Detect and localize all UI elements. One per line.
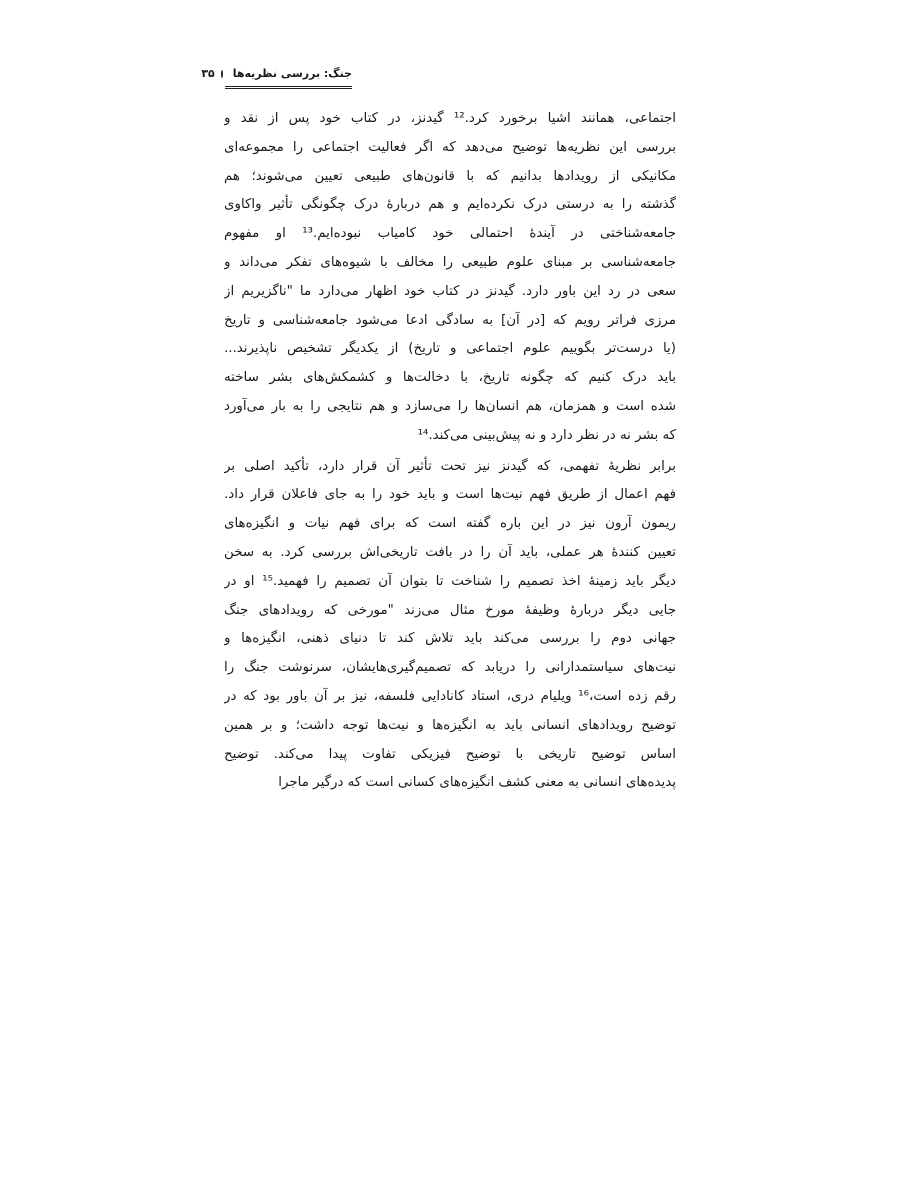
text-line: رقم زده است،¹⁶ ویلیام دری، استاد کانادایی فلسفه، نیز بر آن باور بود که در <box>224 688 676 704</box>
text-line: مرزی فراتر رویم که [در آن] به سادگی ادعا می‌شود جامعه‌شناسی و تاریخ <box>224 312 676 328</box>
header-title: جنگ: بررسی نظریه‌ها <box>232 67 352 80</box>
header-circle-icon <box>221 70 223 78</box>
text-line: اجتماعی، همانند اشیا برخورد کرد.¹² گیدنز، در کتاب خود پس از نقد و <box>224 111 676 126</box>
paragraph <box>224 453 676 799</box>
body-text <box>224 105 676 798</box>
text-line: ریمون آرون نیز در این باره گفته است که برای فهم نیات و انگیزه‌های <box>224 516 676 532</box>
header-double-rule <box>225 86 352 89</box>
text-line: جامعه‌شناختی در آیندهٔ احتمالی خود کامیاب نبوده‌ایم.¹³ او مفهوم <box>224 226 676 242</box>
text-line: جایی دیگر دربارهٔ وظیفهٔ مورخ مثال می‌زند "مورخی که رویدادهای جنگ <box>224 602 676 618</box>
text-line: گذشته را به درستی درک نکرده‌ایم و هم دربارهٔ درک چگونگی تأثیر واکاوی <box>224 197 676 213</box>
paragraph <box>224 105 676 451</box>
text-line: توضیح رویدادهای انسانی باید به انگیزه‌ها و نیت‌ها توجه داشت؛ و بر همین <box>224 717 676 733</box>
header-row <box>201 66 352 82</box>
text-line: پدیده‌های انسانی به معنی کشف انگیزه‌های کسانی است که درگیر ماجرا <box>278 775 676 791</box>
text-line: نیت‌های سیاستمدارانی را دریابد که تصمیم‌گیری‌هایشان، سرنوشت جنگ را <box>224 660 676 676</box>
text-line: که بشر نه در نظر دارد و نه پیش‌بینی می‌کند.¹⁴ <box>417 427 676 443</box>
text-line: جامعه‌شناسی بر مبنای علوم طبیعی را مخالف با شیوه‌های تفکر می‌داند و <box>224 254 676 270</box>
text-line: مکانیکی از رویدادها بدانیم که با قانون‌های طبیعی تعیین می‌شوند؛ هم <box>224 168 676 184</box>
text-line: (یا درست‌تر بگوییم علوم اجتماعی و تاریخ) از یکدیگر تشخیص ناپذیرند... <box>224 341 676 357</box>
text-line: فهم اعمال از طریق فهم نیت‌ها است و باید خود را به جای فاعلان قرار داد. <box>224 487 676 503</box>
text-line: دیگر باید زمینهٔ اخذ تصمیم را شناخت تا بتوان آن تصمیم را فهمید.¹⁵ او در <box>224 573 676 589</box>
text-line: برابر نظریهٔ تفهمی، که گیدنز نیز تحت تأثیر آن قرار دارد، تأکید اصلی بر <box>224 458 676 474</box>
page-number: ۳۵ <box>201 67 215 80</box>
text-line: جهانی دوم را بررسی می‌کند باید تلاش کند تا دنیای ذهنی، انگیزه‌ها و <box>224 631 676 647</box>
text-line: اساس توضیح تاریخی با توضیح فیزیکی تفاوت پیدا می‌کند. توضیح <box>224 746 676 762</box>
text-line: سعی در رد این باور دارد. گیدنز در کتاب خود اظهار می‌دارد ما "ناگزیریم از <box>224 283 676 299</box>
text-line: تعیین کنندهٔ هر عملی، باید آن را در بافت تاریخی‌اش بررسی کرد. به سخن <box>224 544 676 560</box>
running-header <box>201 66 352 90</box>
text-line: شده است و همزمان، هم انسان‌ها را می‌سازد و هم نتایجی را به بار می‌آورد <box>224 398 676 414</box>
text-line: باید درک کنیم که چگونه تاریخ، با دخالت‌ها و کشمکش‌های بشر ساخته <box>224 370 676 386</box>
text-line: بررسی این نظریه‌ها توضیح می‌دهد که اگر فعالیت اجتماعی را مجموعه‌ای <box>224 139 676 155</box>
